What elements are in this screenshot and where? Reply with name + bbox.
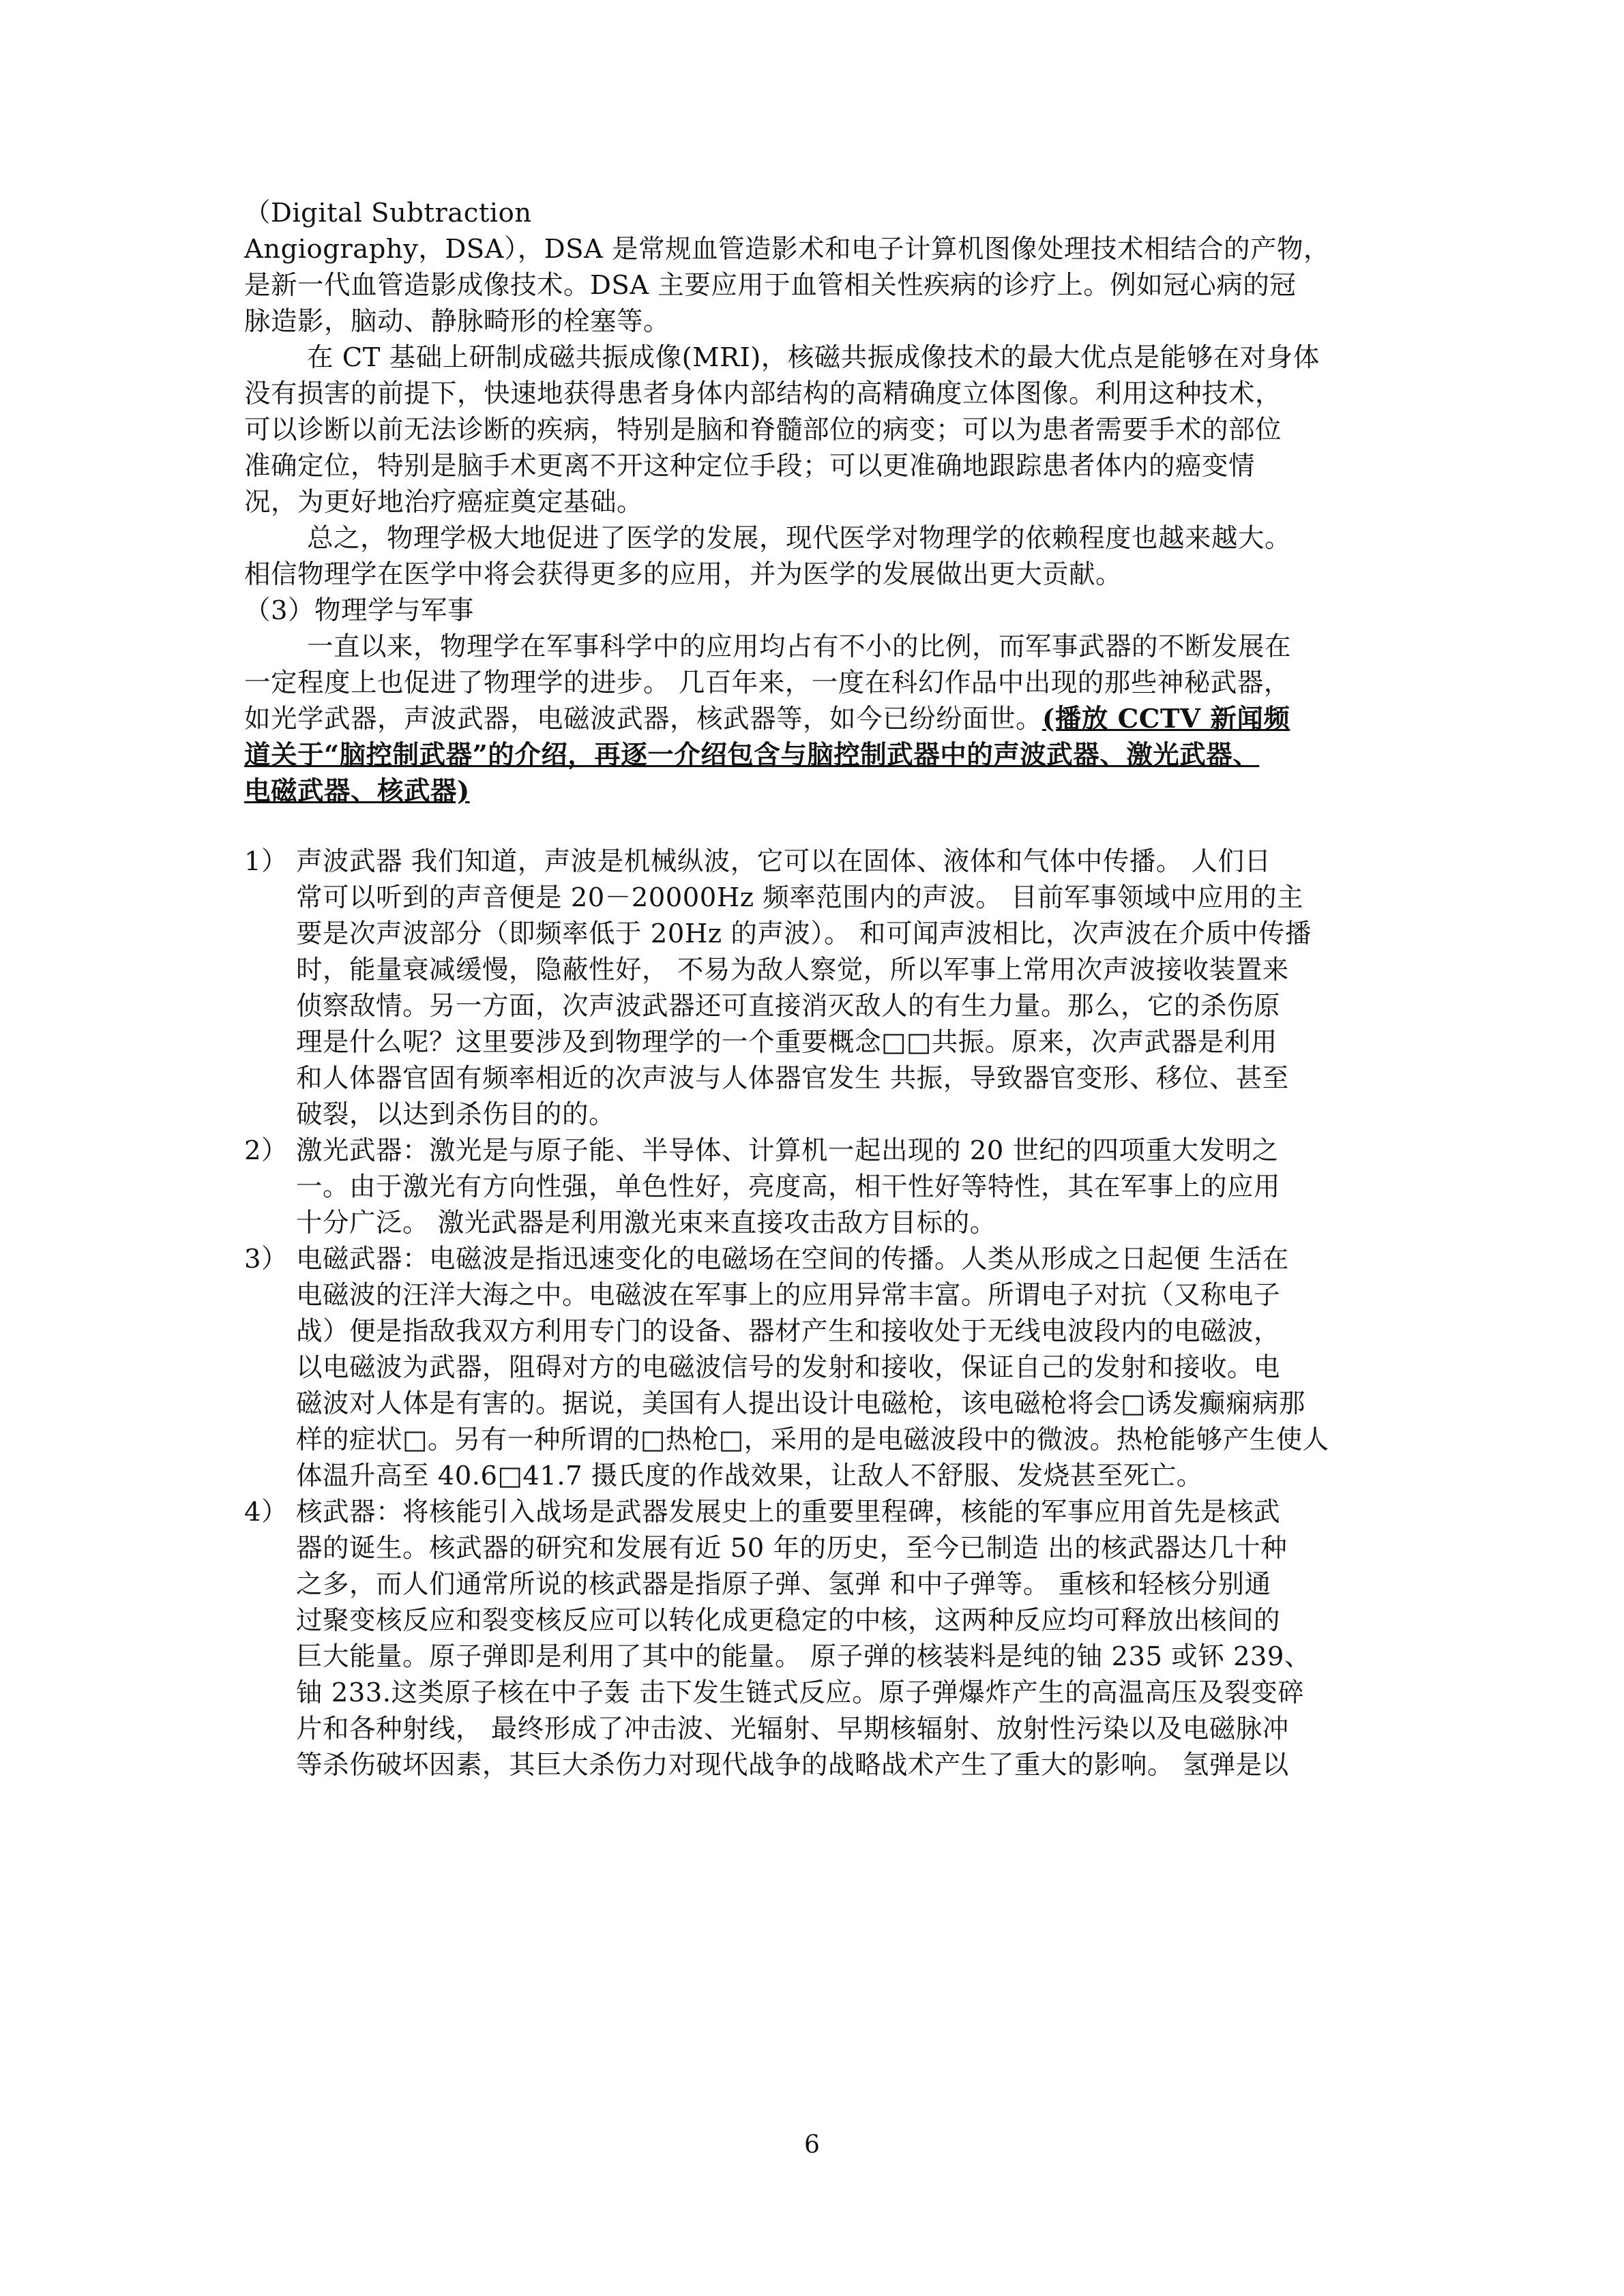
text-line: 要是次声波部分（即频率低于 20Hz 的声波）。 和可闻声波相比，次声波在介质中传播 (296, 919, 1312, 949)
text-line: 相信物理学在医学中将会获得更多的应用，并为医学的发展做出更大贡献。 (244, 559, 1123, 590)
text-line: 侦察敌情。另一方面，次声波武器还可直接消灭敌人的有生力量。那么，它的杀伤原 (296, 991, 1281, 1022)
text-line: 电磁武器：电磁波是指迅速变化的电磁场在空间的传播。人类从形成之日起便 生活在 (296, 1244, 1289, 1274)
text-line: 磁波对人体是有害的。据说，美国有人提出设计电磁枪，该电磁枪将会□诱发癫痫病那 (296, 1388, 1305, 1419)
text-line: 过聚变核反应和裂变核反应可以转化成更稳定的中核，这两种反应均可释放出核间的 (296, 1605, 1281, 1636)
text-line: 片和各种射线， 最终形成了冲击波、光辐射、早期核辐射、放射性污染以及电磁脉冲 (296, 1714, 1289, 1744)
text-line: 核武器：将核能引入战场是武器发展史上的重要里程碑，核能的军事应用首先是核武 (296, 1497, 1281, 1527)
weapons-list (244, 844, 1376, 1783)
section-heading: （3）物理学与军事 (244, 595, 474, 626)
text-line: 脉造影，脑动、静脉畸形的栓塞等。 (244, 306, 670, 337)
text-line: 器的诞生。核武器的研究和发展有近 50 年的历史，至今已制造 出的核武器达几十种 (296, 1533, 1288, 1564)
list-number: 1） (244, 846, 288, 877)
video-instruction: 电磁武器、核武器) (244, 776, 470, 807)
text-line: 以电磁波为武器，阻碍对方的电磁波信号的发射和接收，保证自己的发射和接收。电 (296, 1352, 1281, 1383)
text-line: 可以诊断以前无法诊断的疾病，特别是脑和脊髓部位的病变；可以为患者需要手术的部位 (244, 415, 1282, 445)
text-line: 战）便是指敌我双方利用专门的设备、器材产生和接收处于无线电波段内的电磁波， (296, 1316, 1281, 1347)
summary-paragraph (244, 520, 1376, 593)
text-line: 之多，而人们通常所说的核武器是指原子弹、氢弹 和中子弹等。 重核和轻核分别通 (296, 1569, 1271, 1600)
text-line: 铀 233.这类原子核在中子轰 击下发生链式反应。原子弹爆炸产生的高温高压及裂变碎 (296, 1678, 1305, 1708)
list-item-electromagnetic-weapon (244, 1241, 1376, 1494)
text-line: 是新一代血管造影成像技术。DSA 主要应用于血管相关性疾病的诊疗上。例如冠心病的冠 (244, 270, 1297, 301)
video-instruction: 道关于“脑控制武器”的介绍，再逐一介绍包含与脑控制武器中的声波武器、激光武器、 (244, 740, 1260, 771)
list-number: 3） (244, 1244, 288, 1274)
text-line: 时，能量衰减缓慢，隐蔽性好， 不易为敌人察觉，所以军事上常用次声波接收装置来 (296, 955, 1289, 985)
page-body (244, 195, 1376, 1783)
page-number: 6 (804, 2131, 820, 2159)
text-line: 巨大能量。原子弹即是利用了其中的能量。 原子弹的核装料是纯的铀 235 或钚 239、 (296, 1641, 1311, 1672)
text-line (244, 701, 1376, 737)
list-item-laser-weapon (244, 1133, 1376, 1241)
spacer (244, 809, 1376, 844)
text-line: Angiography，DSA），DSA 是常规血管造影术和电子计算机图像处理技术相结合的产物， (244, 234, 1331, 265)
text-line: 一。由于激光有方向性强，单色性好，亮度高，相干性好等特性，其在军事上的应用 (296, 1172, 1281, 1202)
mri-paragraph (244, 340, 1376, 520)
text-line: 在 CT 基础上研制成磁共振成像(MRI)，核磁共振成像技术的最大优点是能够在对身体 (307, 342, 1320, 373)
video-instruction: (播放 CCTV 新闻频 (1042, 704, 1290, 734)
text-span: 如光学武器，声波武器，电磁波武器，核武器等，如今已纷纷面世。 (244, 704, 1043, 734)
text-line: 一直以来，物理学在军事科学中的应用均占有不小的比例，而军事武器的不断发展在 (307, 631, 1292, 662)
list-number: 4） (244, 1497, 288, 1527)
text-line: 常可以听到的声音便是 20－20000Hz 频率范围内的声波。 目前军事领域中应用的主 (296, 882, 1304, 913)
text-line: 一定程度上也促进了物理学的进步。 几百年来，一度在科幻作品中出现的那些神秘武器， (244, 668, 1290, 698)
text-line: 样的症状□。另有一种所谓的□热枪□，采用的是电磁波段中的微波。热枪能够产生使人 (296, 1425, 1329, 1455)
text-line: 准确定位，特别是脑手术更离不开这种定位手段；可以更准确地跟踪患者体内的癌变情 (244, 451, 1256, 481)
list-item-nuclear-weapon (244, 1494, 1376, 1783)
text-line: 体温升高至 40.6□41.7 摄氏度的作战效果，让敌人不舒服、发烧甚至死亡。 (296, 1461, 1203, 1491)
text-line: （Digital Subtraction (244, 198, 532, 228)
text-line: 总之，物理学极大地促进了医学的发展，现代医学对物理学的依赖程度也越来越大。 (307, 523, 1292, 554)
text-line: 十分广泛。 激光武器是利用激光束来直接攻击敌方目标的。 (296, 1208, 996, 1238)
dsa-paragraph (244, 195, 1376, 340)
text-line: 况，为更好地治疗癌症奠定基础。 (244, 487, 644, 518)
text-line: 没有损害的前提下，快速地获得患者身体内部结构的高精确度立体图像。利用这种技术， (244, 378, 1282, 409)
text-line: 电磁波的汪洋大海之中。电磁波在军事上的应用异常丰富。所谓电子对抗（又称电子 (296, 1280, 1281, 1311)
text-line: 等杀伤破坏因素，其巨大杀伤力对现代战争的战略战术产生了重大的影响。 氢弹是以 (296, 1750, 1289, 1780)
text-line: 声波武器 我们知道，声波是机械纵波，它可以在固体、液体和气体中传播。 人们日 (296, 846, 1271, 877)
list-number: 2） (244, 1135, 288, 1166)
text-line: 破裂，以达到杀伤目的的。 (296, 1099, 616, 1130)
text-line: 理是什么呢？这里要涉及到物理学的一个重要概念□□共振。原来，次声武器是利用 (296, 1027, 1278, 1058)
text-line (244, 773, 1376, 809)
text-line: 和人体器官固有频率相近的次声波与人体器官发生 共振，导致器官变形、移位、甚至 (296, 1063, 1289, 1094)
text-line: 激光武器：激光是与原子能、半导体、计算机一起出现的 20 世纪的四项重大发明之 (296, 1135, 1279, 1166)
military-intro-paragraph (244, 629, 1376, 809)
list-item-sonic-weapon (244, 844, 1376, 1133)
